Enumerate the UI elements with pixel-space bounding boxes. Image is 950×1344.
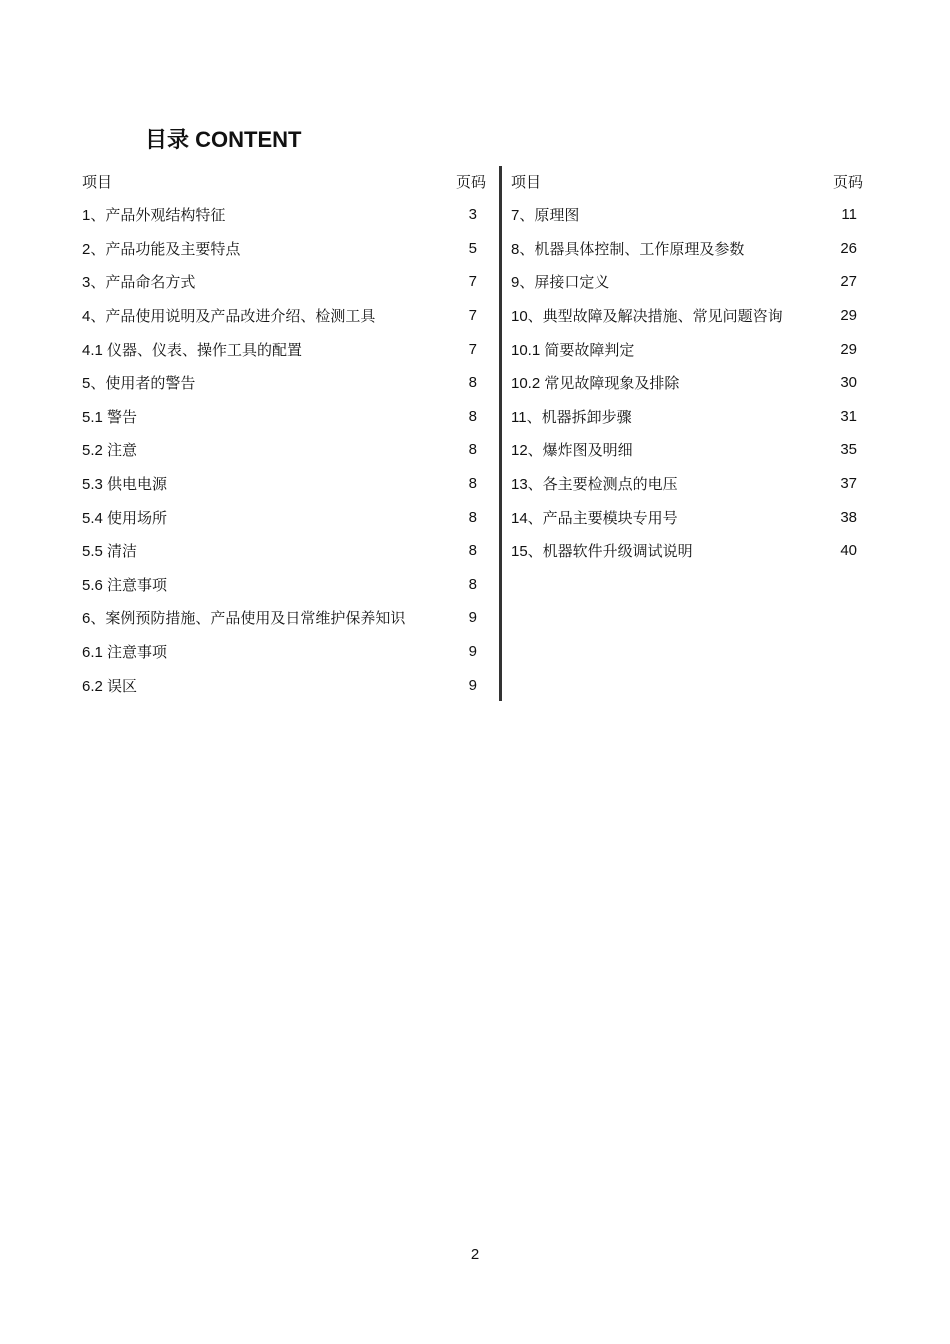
- toc-entry[interactable]: [511, 232, 863, 266]
- toc-entry-label: 5.4 使用场所: [82, 509, 168, 527]
- toc-entry[interactable]: [511, 433, 863, 467]
- toc-entry[interactable]: [511, 299, 863, 333]
- toc-entry-label: 5.2 注意: [82, 442, 138, 460]
- toc-entry[interactable]: [82, 500, 486, 534]
- toc-entry[interactable]: [82, 467, 486, 501]
- toc-entry-label: 6.2 误区: [82, 677, 138, 695]
- toc-entry[interactable]: [82, 534, 486, 568]
- toc-entry-label: 5.3 供电电源: [82, 476, 168, 494]
- toc-entry-label: 13、各主要检测点的电压: [511, 476, 678, 494]
- toc-entry[interactable]: [82, 232, 486, 266]
- toc-entry-page: 9: [468, 676, 477, 694]
- toc-entry[interactable]: [82, 601, 486, 635]
- toc-entry-page: 9: [468, 609, 477, 627]
- toc-entry[interactable]: [82, 400, 486, 434]
- toc-entry-label: 10.1 简要故障判定: [511, 341, 635, 359]
- toc-entry-page: 35: [840, 441, 857, 459]
- toc-entry-page: 26: [840, 239, 857, 257]
- toc-entry[interactable]: [511, 366, 863, 400]
- toc-entry[interactable]: [82, 332, 486, 366]
- page-title: 目录 CONTENT: [145, 127, 302, 152]
- toc-entry[interactable]: [511, 400, 863, 434]
- toc-entry-page: 9: [468, 643, 477, 661]
- toc-entry-page: 8: [468, 542, 477, 560]
- toc-entry-label: 6、案例预防措施、产品使用及日常维护保养知识: [82, 610, 406, 628]
- toc-header-page: 页码: [832, 174, 863, 191]
- toc-entry-label: 10.2 常见故障现象及排除: [511, 375, 680, 393]
- toc-entry-page: 29: [840, 340, 857, 358]
- toc-entry[interactable]: [82, 668, 486, 702]
- toc-header-item: 项目: [511, 174, 542, 191]
- toc-header-page: 页码: [455, 174, 486, 191]
- toc-header-item: 项目: [82, 174, 113, 191]
- toc-entry-label: 12、爆炸图及明细: [511, 442, 633, 460]
- toc-entry-page: 31: [840, 407, 857, 425]
- toc-entry-page: 40: [840, 542, 857, 560]
- toc-entry-page: 11: [841, 206, 857, 224]
- toc-entry-page: 8: [468, 475, 477, 493]
- toc-entry-page: 8: [468, 407, 477, 425]
- toc-entry-page: 38: [840, 508, 857, 526]
- toc-entry-page: 8: [468, 374, 477, 392]
- toc-entry-label: 5.6 注意事项: [82, 576, 168, 594]
- toc-entry[interactable]: [511, 332, 863, 366]
- toc-entry-page: 30: [840, 374, 857, 392]
- toc-entry-label: 4、产品使用说明及产品改进介绍、检测工具: [82, 308, 376, 326]
- toc-entry[interactable]: [82, 265, 486, 299]
- toc-entry-page: 7: [468, 307, 477, 325]
- toc-entry[interactable]: [82, 299, 486, 333]
- toc-entry-label: 6.1 注意事项: [82, 644, 168, 662]
- toc-entry-page: 37: [840, 475, 857, 493]
- toc-entry-label: 11、机器拆卸步骤: [511, 408, 632, 426]
- toc-entry-page: 7: [468, 273, 477, 291]
- toc-entry[interactable]: [511, 534, 863, 568]
- toc-entry-label: 10、典型故障及解决措施、常见问题咨询: [511, 308, 783, 326]
- toc-entry[interactable]: [82, 366, 486, 400]
- toc-entry-label: 5、使用者的警告: [82, 375, 196, 393]
- toc-entry[interactable]: [511, 265, 863, 299]
- toc-entry[interactable]: [511, 467, 863, 501]
- toc-entry-label: 15、机器软件升级调试说明: [511, 543, 693, 561]
- toc-left-column: [82, 165, 486, 702]
- column-divider: [499, 166, 502, 701]
- toc-entry[interactable]: [82, 568, 486, 602]
- toc-entry-page: 29: [840, 307, 857, 325]
- toc-entry[interactable]: [511, 198, 863, 232]
- toc-entry-label: 5.5 清洁: [82, 543, 138, 561]
- toc-entry-label: 9、屏接口定义: [511, 274, 610, 292]
- toc-entry-label: 3、产品命名方式: [82, 274, 196, 292]
- toc-right-column: [511, 165, 863, 568]
- toc-header: [511, 165, 863, 198]
- toc-entry-page: 8: [468, 441, 477, 459]
- toc-entry-page: 7: [468, 340, 477, 358]
- toc-entry-label: 4.1 仪器、仪表、操作工具的配置: [82, 341, 303, 359]
- toc-entry-label: 8、机器具体控制、工作原理及参数: [511, 240, 745, 258]
- toc-entry-label: 14、产品主要模块专用号: [511, 509, 678, 527]
- toc-entry-page: 5: [468, 239, 477, 257]
- toc-entry-label: 7、原理图: [511, 207, 580, 225]
- toc-entry[interactable]: [82, 433, 486, 467]
- toc-entry-page: 8: [468, 575, 477, 593]
- toc-entry-label: 5.1 警告: [82, 408, 138, 426]
- toc-header: [82, 165, 486, 198]
- toc-entry-label: 2、产品功能及主要特点: [82, 240, 241, 258]
- toc-entry-page: 8: [468, 508, 477, 526]
- toc-entry-page: 27: [840, 273, 857, 291]
- toc-entry[interactable]: [82, 635, 486, 669]
- page-number: 2: [470, 1246, 480, 1263]
- toc-entry-page: 3: [468, 206, 477, 224]
- toc-entry-label: 1、产品外观结构特征: [82, 207, 226, 225]
- toc-entry[interactable]: [82, 198, 486, 232]
- toc-entry[interactable]: [511, 500, 863, 534]
